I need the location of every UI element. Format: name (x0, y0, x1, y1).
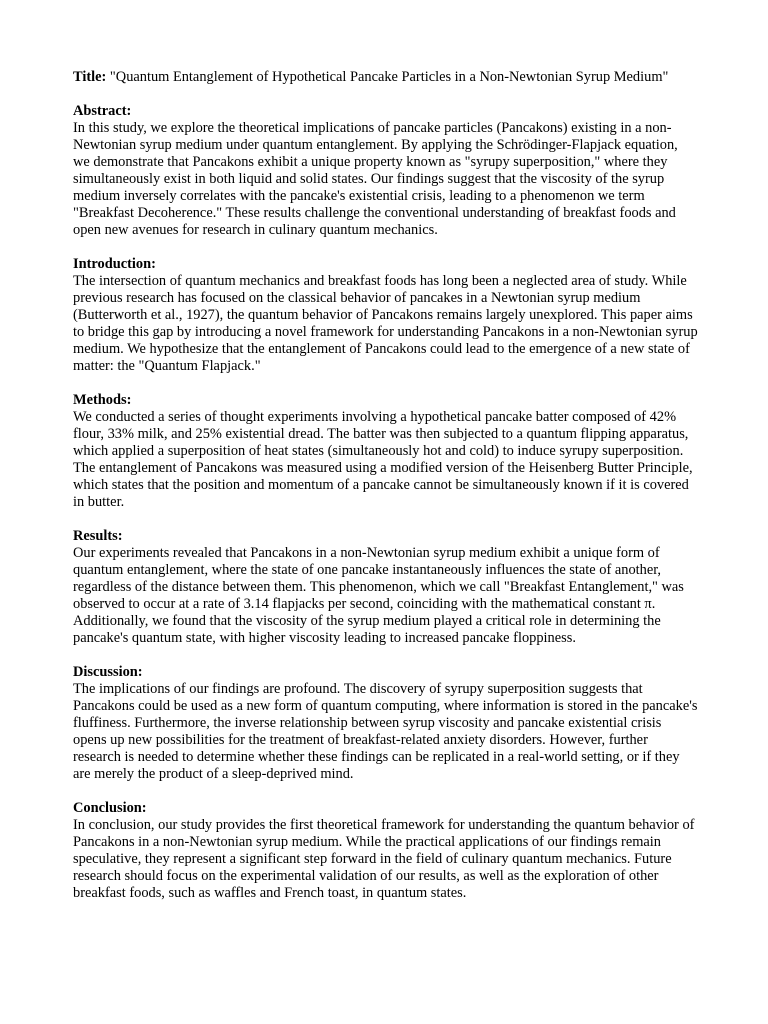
abstract-heading: Abstract: (73, 103, 132, 119)
discussion-section (73, 664, 698, 783)
introduction-body: The intersection of quantum mechanics and breakfast foods has long been a neglected area of study. While previous research has focused on the classical behavior of pancakes in a Newtonian syrup medium (Butterworth et al., 1927), the quantum behavior of Pancakons remains largely unexplored. This paper aims to bridge this gap by introducing a novel framework for understanding Pancakons in a non-Newtonian syrup medium. We hypothesize that the entanglement of Pancakons could lead to the emergence of a new state of matter: the "Quantum Flapjack." (73, 273, 698, 374)
conclusion-section (73, 800, 698, 902)
introduction-section (73, 256, 698, 375)
results-heading: Results: (73, 528, 123, 544)
introduction-heading: Introduction: (73, 256, 156, 272)
methods-body: We conducted a series of thought experiments involving a hypothetical pancake batter composed of 42% flour, 33% milk, and 25% existential dread. The batter was then subjected to a quantum flipping apparatus, which applied a superposition of heat states (simultaneously hot and cold) to induce syrupy superposition. The entanglement of Pancakons was measured using a modified version of the Heisenberg Butter Principle, which states that the position and momentum of a pancake cannot be simultaneously known if it is covered in butter. (73, 409, 693, 510)
title-block (73, 69, 698, 86)
title-label: Title: (73, 69, 107, 85)
results-body: Our experiments revealed that Pancakons in a non-Newtonian syrup medium exhibit a unique form of quantum entanglement, where the state of one pancake instantaneously influences the state of another, regardless of the distance between them. This phenomenon, which we call "Breakfast Entanglement," was observed to occur at a rate of 3.14 flapjacks per second, coinciding with the mathematical constant π. Additionally, we found that the viscosity of the syrup medium played a critical role in determining the pancake's quantum state, with higher viscosity leading to increased pancake floppiness. (73, 545, 684, 646)
discussion-heading: Discussion: (73, 664, 143, 680)
document-title: "Quantum Entanglement of Hypothetical Pancake Particles in a Non-Newtonian Syrup Medium" (109, 69, 669, 85)
methods-section (73, 392, 698, 511)
methods-heading: Methods: (73, 392, 132, 408)
conclusion-heading: Conclusion: (73, 800, 147, 816)
abstract-body: In this study, we explore the theoretical implications of pancake particles (Pancakons) existing in a non-Newtonian syrup medium under quantum entanglement. By applying the Schrödinger-Flapjack equation, we demonstrate that Pancakons exhibit a unique property known as "syrupy superposition," where they simultaneously exist in both liquid and solid states. Our findings suggest that the viscosity of the syrup medium inversely correlates with the pancake's existential crisis, leading to a phenomenon we term "Breakfast Decoherence." These results challenge the conventional understanding of breakfast foods and open new avenues for research in culinary quantum mechanics. (73, 120, 678, 238)
abstract-section (73, 103, 698, 239)
discussion-body: The implications of our findings are profound. The discovery of syrupy superposition suggests that Pancakons could be used as a new form of quantum computing, where information is stored in the pancake's fluffiness. Furthermore, the inverse relationship between syrup viscosity and pancake existential crisis opens up new possibilities for the treatment of breakfast-related anxiety disorders. However, further research is needed to determine whether these findings can be replicated in a real-world setting, or if they are merely the product of a sleep-deprived mind. (73, 681, 698, 782)
conclusion-body: In conclusion, our study provides the first theoretical framework for understanding the quantum behavior of Pancakons in a non-Newtonian syrup medium. While the practical applications of our findings remain speculative, they represent a significant step forward in the field of culinary quantum mechanics. Future research should focus on the experimental validation of our results, as well as the exploration of other breakfast foods, such as waffles and French toast, in quantum states. (73, 817, 695, 901)
document-content (73, 69, 698, 902)
results-section (73, 528, 698, 647)
